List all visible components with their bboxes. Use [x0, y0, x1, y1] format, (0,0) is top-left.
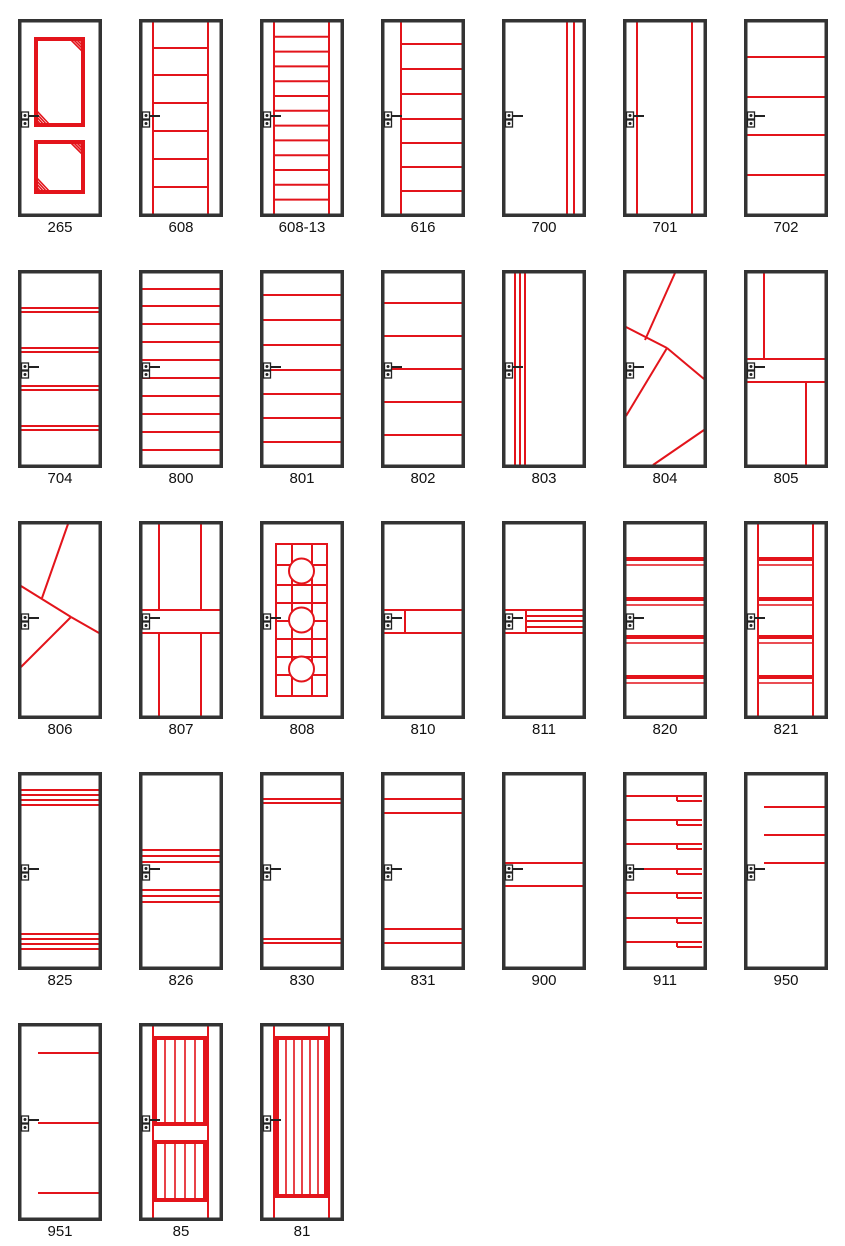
door-pattern: [626, 796, 702, 947]
door-pattern: [505, 610, 583, 633]
door-model-608[interactable]: [139, 19, 223, 239]
door-pattern: [153, 1026, 208, 1218]
door-drawing: [260, 270, 344, 468]
door-pattern: [384, 303, 462, 435]
door-drawing: [139, 772, 223, 970]
door-drawing: [744, 270, 828, 468]
model-code-label: 810: [410, 721, 436, 738]
door-pattern: [626, 273, 704, 465]
door-handle-icon: [22, 363, 40, 378]
door-pattern: [276, 544, 327, 696]
door-handle-icon: [143, 363, 161, 378]
door-drawing: [744, 772, 828, 970]
door-handle-icon: [627, 865, 645, 880]
door-pattern: [142, 289, 220, 450]
model-code-label: 807: [168, 721, 194, 738]
door-pattern: [505, 863, 583, 886]
door-pattern: [567, 22, 574, 214]
model-code-label: 800: [168, 470, 194, 487]
door-drawing: [381, 270, 465, 468]
door-model-801[interactable]: [260, 270, 344, 490]
model-code-label: 831: [410, 972, 436, 989]
door-model-81[interactable]: [260, 1023, 344, 1243]
door-drawing: [18, 772, 102, 970]
door-pattern: [263, 295, 341, 442]
door-handle-icon: [506, 865, 524, 880]
door-frame: [141, 523, 222, 718]
door-drawing: [623, 521, 707, 719]
door-drawing: [623, 772, 707, 970]
door-drawing: [623, 270, 707, 468]
model-code-label: 820: [652, 721, 678, 738]
door-model-808[interactable]: [260, 521, 344, 741]
door-handle-icon: [748, 112, 766, 127]
model-code-label: 616: [410, 219, 436, 236]
door-pattern: [758, 524, 813, 716]
door-pattern: [384, 799, 462, 943]
door-model-608-13[interactable]: [260, 19, 344, 239]
door-drawing: [502, 521, 586, 719]
door-drawing: [381, 521, 465, 719]
door-model-265[interactable]: [18, 19, 102, 239]
door-pattern: [153, 22, 208, 214]
door-drawing: [260, 772, 344, 970]
door-model-911[interactable]: [623, 772, 707, 992]
door-model-806[interactable]: [18, 521, 102, 741]
door-model-85[interactable]: [139, 1023, 223, 1243]
door-pattern: [21, 308, 99, 430]
model-code-label: 704: [47, 470, 73, 487]
door-frame: [141, 272, 222, 467]
door-handle-icon: [748, 614, 766, 629]
door-model-825[interactable]: [18, 772, 102, 992]
door-model-821[interactable]: [744, 521, 828, 741]
door-handle-icon: [385, 112, 403, 127]
model-code-label: 950: [773, 972, 799, 989]
door-frame: [625, 774, 706, 969]
door-drawing: [502, 19, 586, 217]
door-handle-icon: [748, 865, 766, 880]
model-code-label: 826: [168, 972, 194, 989]
door-model-800[interactable]: [139, 270, 223, 490]
door-pattern: [38, 1053, 99, 1193]
door-model-950[interactable]: [744, 772, 828, 992]
model-code-label: 811: [532, 721, 556, 738]
door-frame: [746, 21, 827, 216]
door-drawing: [18, 270, 102, 468]
door-drawing: [18, 1023, 102, 1221]
door-frame: [504, 774, 585, 969]
door-frame: [504, 21, 585, 216]
door-model-807[interactable]: [139, 521, 223, 741]
model-code-label: 805: [773, 470, 799, 487]
model-code-label: 808: [289, 721, 315, 738]
model-code-label: 951: [47, 1223, 73, 1240]
door-drawing: [260, 1023, 344, 1221]
model-code-label: 81: [293, 1223, 311, 1240]
door-model-616[interactable]: [381, 19, 465, 239]
door-drawing: [18, 19, 102, 217]
model-code-label: 804: [652, 470, 678, 487]
door-model-802[interactable]: [381, 270, 465, 490]
door-drawing: [260, 521, 344, 719]
model-code-label: 801: [289, 470, 315, 487]
door-handle-icon: [627, 363, 645, 378]
model-code-label: 265: [47, 219, 73, 236]
door-drawing: [623, 19, 707, 217]
model-code-label: 802: [410, 470, 436, 487]
door-frame: [746, 774, 827, 969]
model-code-label: 900: [531, 972, 557, 989]
door-handle-icon: [143, 112, 161, 127]
door-pattern: [36, 39, 83, 192]
door-handle-icon: [264, 865, 282, 880]
door-frame: [20, 272, 101, 467]
door-drawing: [139, 19, 223, 217]
model-code-label: 911: [653, 972, 677, 989]
door-handle-icon: [506, 614, 524, 629]
model-code-label: 85: [172, 1223, 190, 1240]
model-code-label: 830: [289, 972, 315, 989]
model-code-label: 608: [168, 219, 194, 236]
door-pattern: [384, 610, 462, 633]
door-frame: [20, 21, 101, 216]
door-drawing: [260, 19, 344, 217]
door-pattern: [142, 524, 220, 716]
door-model-900[interactable]: [502, 772, 586, 992]
door-handle-icon: [627, 614, 645, 629]
door-drawing: [744, 19, 828, 217]
door-frame: [746, 272, 827, 467]
door-drawing: [139, 270, 223, 468]
door-frame: [141, 774, 222, 969]
door-model-803[interactable]: [502, 270, 586, 490]
door-handle-icon: [385, 363, 403, 378]
door-model-951[interactable]: [18, 1023, 102, 1243]
door-drawing: [381, 772, 465, 970]
door-frame: [625, 523, 706, 718]
door-drawing: [139, 521, 223, 719]
door-model-826[interactable]: [139, 772, 223, 992]
door-pattern: [637, 22, 692, 214]
door-drawing: [502, 772, 586, 970]
door-handle-icon: [506, 112, 524, 127]
door-frame: [383, 774, 464, 969]
door-drawing: [502, 270, 586, 468]
model-code-label: 700: [531, 219, 557, 236]
model-code-label: 806: [47, 721, 73, 738]
door-drawing: [18, 521, 102, 719]
door-model-804[interactable]: [623, 270, 707, 490]
door-pattern: [401, 22, 462, 214]
door-pattern: [764, 807, 825, 863]
door-model-702[interactable]: [744, 19, 828, 239]
door-pattern: [142, 850, 220, 902]
door-model-700[interactable]: [502, 19, 586, 239]
model-code-label: 608-13: [278, 219, 326, 236]
model-code-label: 702: [773, 219, 799, 236]
door-pattern: [747, 273, 825, 465]
door-drawing: [744, 521, 828, 719]
door-handle-icon: [143, 614, 161, 629]
door-handle-icon: [385, 614, 403, 629]
door-model-820[interactable]: [623, 521, 707, 741]
door-model-805[interactable]: [744, 270, 828, 490]
door-drawing: [139, 1023, 223, 1221]
door-pattern: [515, 273, 525, 465]
model-code-label: 821: [773, 721, 799, 738]
model-code-label: 825: [47, 972, 73, 989]
door-model-830[interactable]: [260, 772, 344, 992]
door-pattern: [626, 559, 704, 683]
door-frame: [383, 523, 464, 718]
door-pattern: [274, 1026, 329, 1218]
door-handle-icon: [22, 865, 40, 880]
door-handle-icon: [22, 614, 40, 629]
door-model-704[interactable]: [18, 270, 102, 490]
door-pattern: [263, 799, 341, 943]
door-handle-icon: [385, 865, 403, 880]
model-code-label: 803: [531, 470, 557, 487]
door-frame: [20, 523, 101, 718]
door-model-831[interactable]: [381, 772, 465, 992]
door-drawing: [381, 19, 465, 217]
door-model-810[interactable]: [381, 521, 465, 741]
door-pattern: [21, 524, 99, 667]
door-handle-icon: [627, 112, 645, 127]
door-model-701[interactable]: [623, 19, 707, 239]
door-handle-icon: [22, 1116, 40, 1131]
door-pattern: [274, 22, 329, 214]
model-code-label: 701: [652, 219, 678, 236]
door-model-811[interactable]: [502, 521, 586, 741]
door-handle-icon: [143, 865, 161, 880]
door-handle-icon: [748, 363, 766, 378]
